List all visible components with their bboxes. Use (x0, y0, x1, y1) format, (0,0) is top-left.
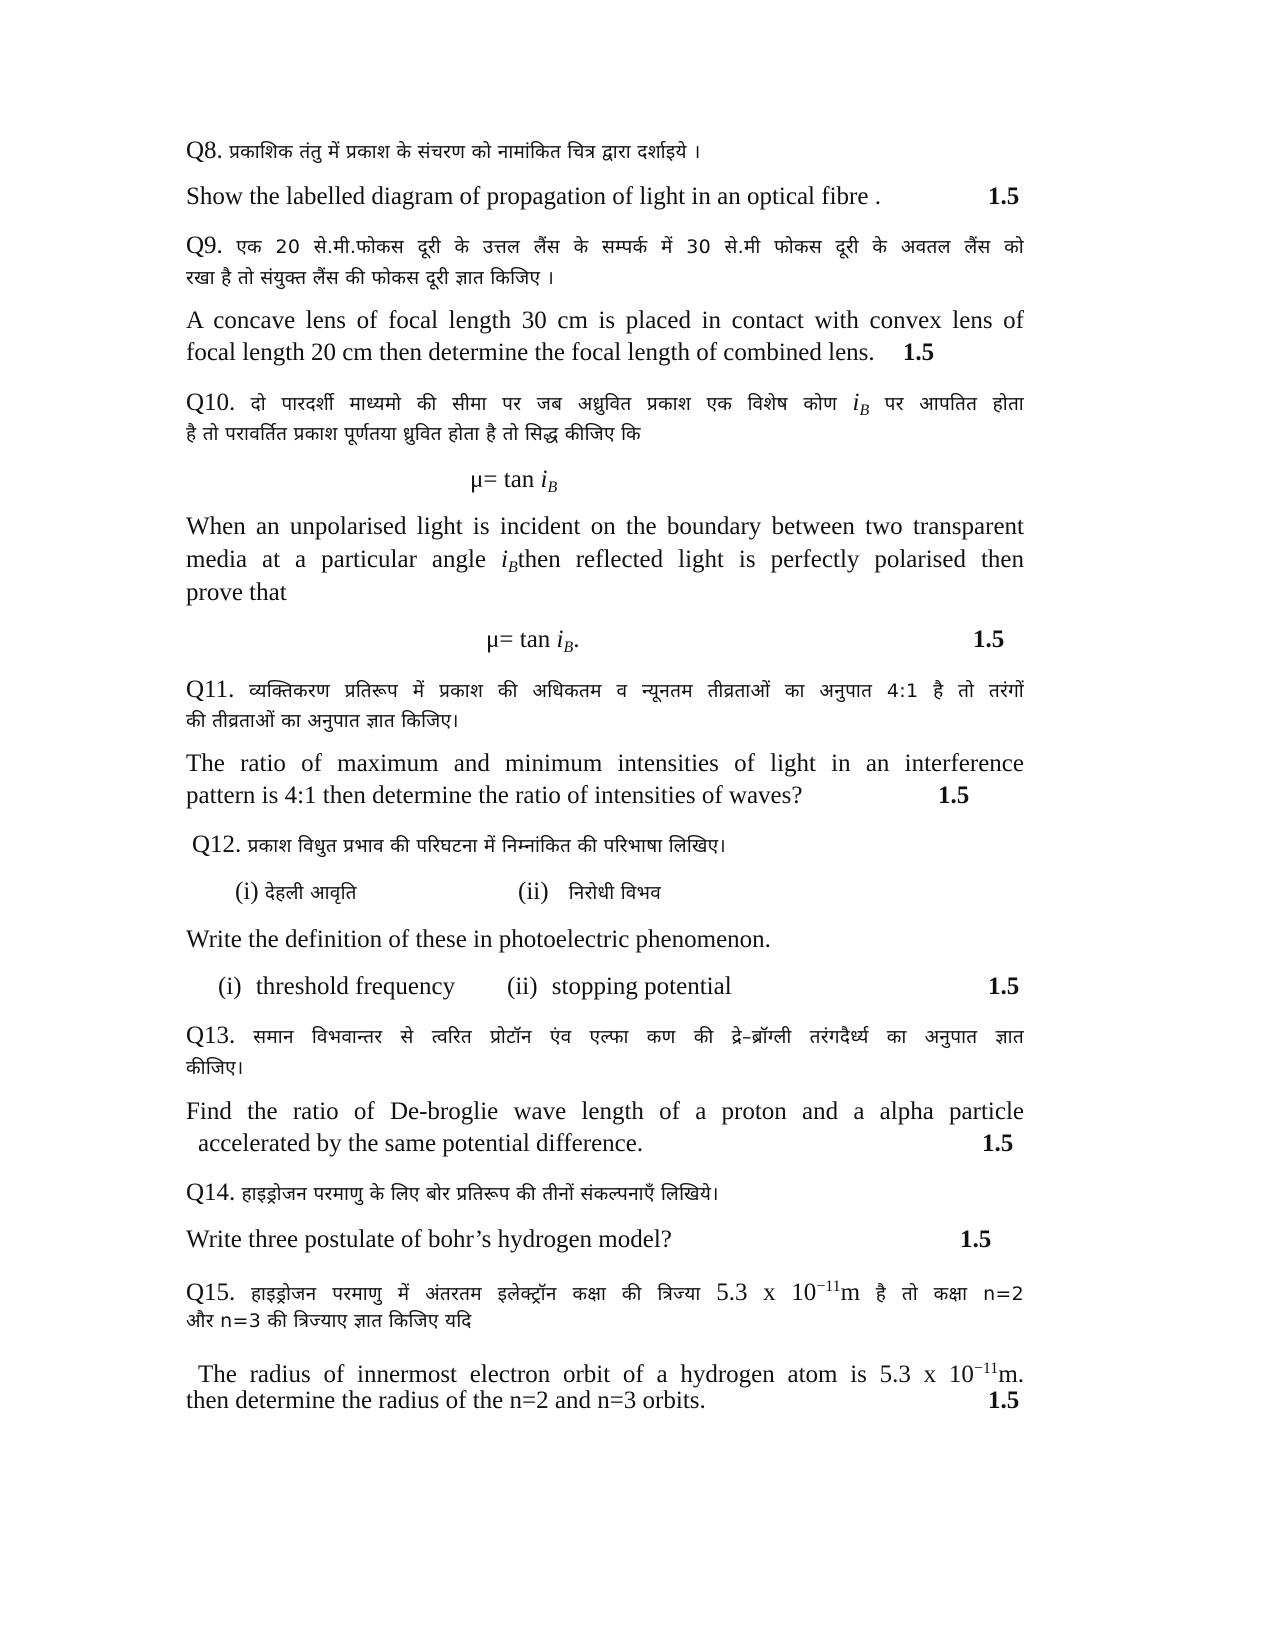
q10-hindi-1: Q10. दो पारदर्शी माध्यमो की सीमा पर जब अध्रुवित प्रकाश एक विशेष कोण $i_B$ पर आपतित होता (186, 389, 1025, 419)
q9-hindi-2: रखा है तो संयुक्त लैंस की फोकस दूरी ज्ञात किजिए । (186, 267, 555, 289)
q12-hindi-option-1: (i) देहली आवृति (235, 878, 357, 905)
q15-hindi-1: Q15. हाइड्रोजन परमाणु में अंतरतम इलेक्ट्रॉन कक्षा की त्रिज्या 5.3 x $10^{-11}m$ है तो कक्षा n=2 (186, 1278, 1025, 1306)
question-number: Q14. (186, 1179, 236, 1206)
q13-hindi-1: Q13. समान विभवान्तर से त्वरित प्रोटॉन एंव एल्फा कण की द्रे–ब्रॉग्ली तरंगदैर्ध्य का अनुपात ज्ञात (186, 1022, 1024, 1049)
q15-english-1: The radius of innermost electron orbit of a hydrogen atom is 5.3 x $10^{-11}m$. (198, 1360, 1025, 1388)
q9-english-1: A concave lens of focal length 30 cm is placed in contact with convex lens of (186, 307, 1024, 334)
q14-english: Write three postulate of bohr’s hydrogen model? (186, 1226, 672, 1253)
marks: 1.5 (938, 782, 970, 809)
q11-hindi-1: Q11. व्यक्तिकरण प्रतिरूप में प्रकाश की अधिकतम व न्यूनतम तीव्रताओं का अनुपात 4:1 है तो तरंगों (186, 676, 1024, 703)
question-number: Q8. (186, 137, 223, 164)
q12-english-option-2: (ii) stopping potential (507, 973, 732, 1000)
marks: 1.5 (982, 1130, 1014, 1157)
q15-english-2: then determine the radius of the n=2 and n=3 orbits. (186, 1387, 706, 1414)
question-number: Q10. (186, 389, 236, 416)
question-number: Q15. (186, 1279, 236, 1306)
marks: 1.5 (988, 1387, 1020, 1414)
q13-hindi-2: कीजिए। (186, 1057, 244, 1079)
q15-hindi-2: और n=3 की त्रिज्याए ज्ञात किजिए यदि (186, 1310, 472, 1332)
q11-english-1: The ratio of maximum and minimum intensities of light in an interference (186, 750, 1024, 777)
q12-english-option-1: (i) threshold frequency (218, 973, 456, 1000)
q10-hindi-2: है तो परावर्तित प्रकाश पूर्णतया ध्रुवित होता है तो सिद्ध कीजिए कि (186, 423, 641, 445)
q10-english-1: When an unpolarised light is incident on the boundary between two transparent (186, 513, 1024, 540)
question-number: Q12. (192, 831, 242, 858)
equation-brewster-2: $\mu= \tan i_B$. (486, 626, 580, 656)
q12-hindi: Q12. प्रकाश विधुत प्रभाव की परिघटना में निम्नांकित की परिभाषा लिखिए। (192, 831, 726, 858)
q13-english-2: accelerated by the same potential difference. (198, 1130, 644, 1157)
q10-english-3: prove that (186, 579, 287, 606)
q14-hindi: Q14. हाइड्रोजन परमाणु के लिए बोर प्रतिरूप की तीनों संकल्पनाएँ लिखिये। (186, 1179, 719, 1206)
q12-hindi-option-2: (ii) निरोधी विभव (518, 878, 662, 905)
radius-value: 5.3 x $10^{-11}m$. (879, 1360, 1025, 1388)
q13-english-1: Find the ratio of De-broglie wave length of a proton and a alpha particle (186, 1098, 1024, 1125)
q9-hindi-1: Q9. एक 20 से.मी.फोकस दूरी के उत्तल लैंस के सम्पर्क में 30 से.मी फोकस दूरी के अवतल लैंस को (186, 232, 1024, 259)
q11-hindi-2: की तीव्रताओं का अनुपात ज्ञात किजिए। (186, 710, 459, 732)
marks: 1.5 (902, 339, 935, 366)
q8-english: Show the labelled diagram of propagation of light in an optical fibre . (186, 183, 881, 210)
q8-hindi: Q8. प्रकाशिक तंतु में प्रकाश के संचरण को नामांकित चित्र द्वारा दर्शाइये । (186, 137, 701, 164)
q10-english-2: media at a particular angle $i_Bthen$ reflected light is perfectly polarised then (186, 546, 1025, 576)
equation-brewster: $\mu= \tan i_B$ (470, 466, 558, 496)
radius-value: 5.3 x $10^{-11}m$ (716, 1278, 861, 1306)
marks: 1.5 (960, 1226, 992, 1253)
question-number: Q11. (186, 676, 235, 703)
q9-english-2: focal length 20 cm then determine the focal length of combined lens. 1.5 (186, 339, 935, 366)
q12-english: Write the definition of these in photoelectric phenomenon. (186, 926, 771, 953)
question-number: Q13. (186, 1022, 236, 1049)
marks: 1.5 (988, 183, 1020, 210)
marks: 1.5 (973, 626, 1005, 653)
q11-english-2: pattern is 4:1 then determine the ratio of intensities of waves? (186, 782, 803, 809)
marks: 1.5 (988, 973, 1020, 1000)
question-number: Q9. (186, 232, 223, 259)
